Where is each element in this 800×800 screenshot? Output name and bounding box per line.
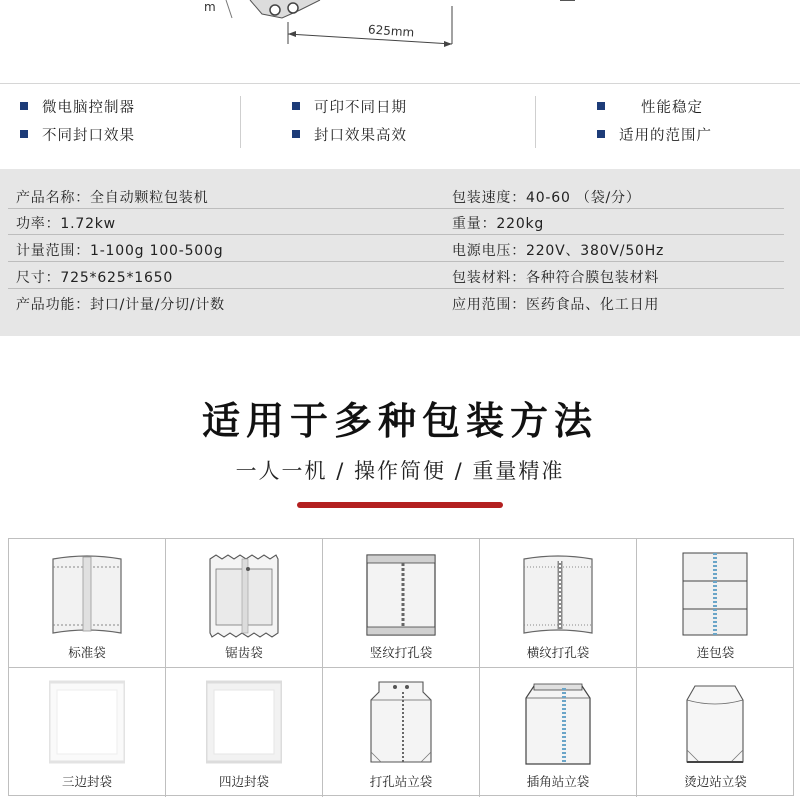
spec-row: 计量范围：1-100g 100-500g 电源电压：220V、380V/50Hz <box>8 236 784 262</box>
bag-label: 四边封袋 <box>218 774 269 789</box>
bag-card <box>323 539 480 668</box>
feature-item: 不同封口效果 <box>20 120 135 148</box>
chain-bag-icon <box>677 549 753 639</box>
square-bullet-icon <box>20 130 28 138</box>
feature-item: 性能稳定 <box>597 92 703 120</box>
bag-card <box>480 539 637 668</box>
bag-label: 三边封袋 <box>61 774 112 789</box>
standard-bag-icon <box>49 549 125 639</box>
bag-card <box>637 668 794 797</box>
bag-card <box>480 668 637 797</box>
sawtooth-bag-icon <box>206 549 282 639</box>
bag-type-grid <box>8 538 794 796</box>
dimension-label: 625mm <box>367 22 415 40</box>
three-side-seal-bag-icon <box>49 678 125 768</box>
square-bullet-icon <box>597 130 605 138</box>
bag-card <box>166 668 323 797</box>
feature-item: 封口效果高效 <box>292 120 407 148</box>
bag-label: 连包袋 <box>696 645 735 660</box>
bag-label: 横纹打孔袋 <box>526 645 590 660</box>
dimension-line-graphic <box>0 0 800 85</box>
bag-label: 锯齿袋 <box>225 645 263 660</box>
square-bullet-icon <box>292 130 300 138</box>
spec-row: 产品功能：封口/计量/分切/计数 应用范围：医药食品、化工日用 <box>16 297 660 313</box>
bag-card <box>166 539 323 668</box>
feature-item: 适用的范围广 <box>597 120 712 148</box>
feature-separator <box>535 96 536 148</box>
bag-card <box>637 539 794 668</box>
bag-card <box>323 668 480 797</box>
punched-stand-up-bag-icon <box>363 678 439 768</box>
bag-card <box>9 539 166 668</box>
dimension-unit-fragment: m <box>204 0 216 14</box>
gusset-stand-up-bag-icon <box>520 678 596 768</box>
horizontal-perforated-bag-icon <box>520 549 596 639</box>
bag-label: 标准袋 <box>68 645 106 660</box>
spec-row: 尺寸：725*625*1650 包装材料：各种符合膜包装材料 <box>8 263 784 289</box>
spec-table <box>0 169 800 336</box>
section-headline: 适用于多种包装方法 <box>201 399 598 443</box>
feature-item: 微电脑控制器 <box>20 92 135 120</box>
bag-label: 打孔站立袋 <box>369 774 433 789</box>
four-side-seal-bag-icon <box>206 678 282 768</box>
machine-dimension-drawing <box>0 0 800 85</box>
square-bullet-icon <box>292 102 300 110</box>
vertical-perforated-bag-icon <box>363 549 439 639</box>
spec-row: 功率：1.72kw 重量：220kg <box>8 209 784 235</box>
square-bullet-icon <box>20 102 28 110</box>
section-subheadline: 一人一机 / 操作简便 / 重量精准 <box>235 459 565 483</box>
square-bullet-icon <box>597 102 605 110</box>
feature-item: 可印不同日期 <box>292 92 407 120</box>
bag-label: 竖纹打孔袋 <box>369 645 433 660</box>
section-divider <box>0 83 800 84</box>
feature-separator <box>240 96 241 148</box>
spec-row: 产品名称：全自动颗粒包装机 包装速度：40-60 （袋/分） <box>8 183 784 209</box>
heat-sealed-stand-up-bag-icon <box>677 678 753 768</box>
accent-bar <box>297 502 503 508</box>
bag-label: 烫边站立袋 <box>684 774 747 789</box>
bag-label: 插角站立袋 <box>526 774 590 789</box>
bag-card <box>9 668 166 797</box>
